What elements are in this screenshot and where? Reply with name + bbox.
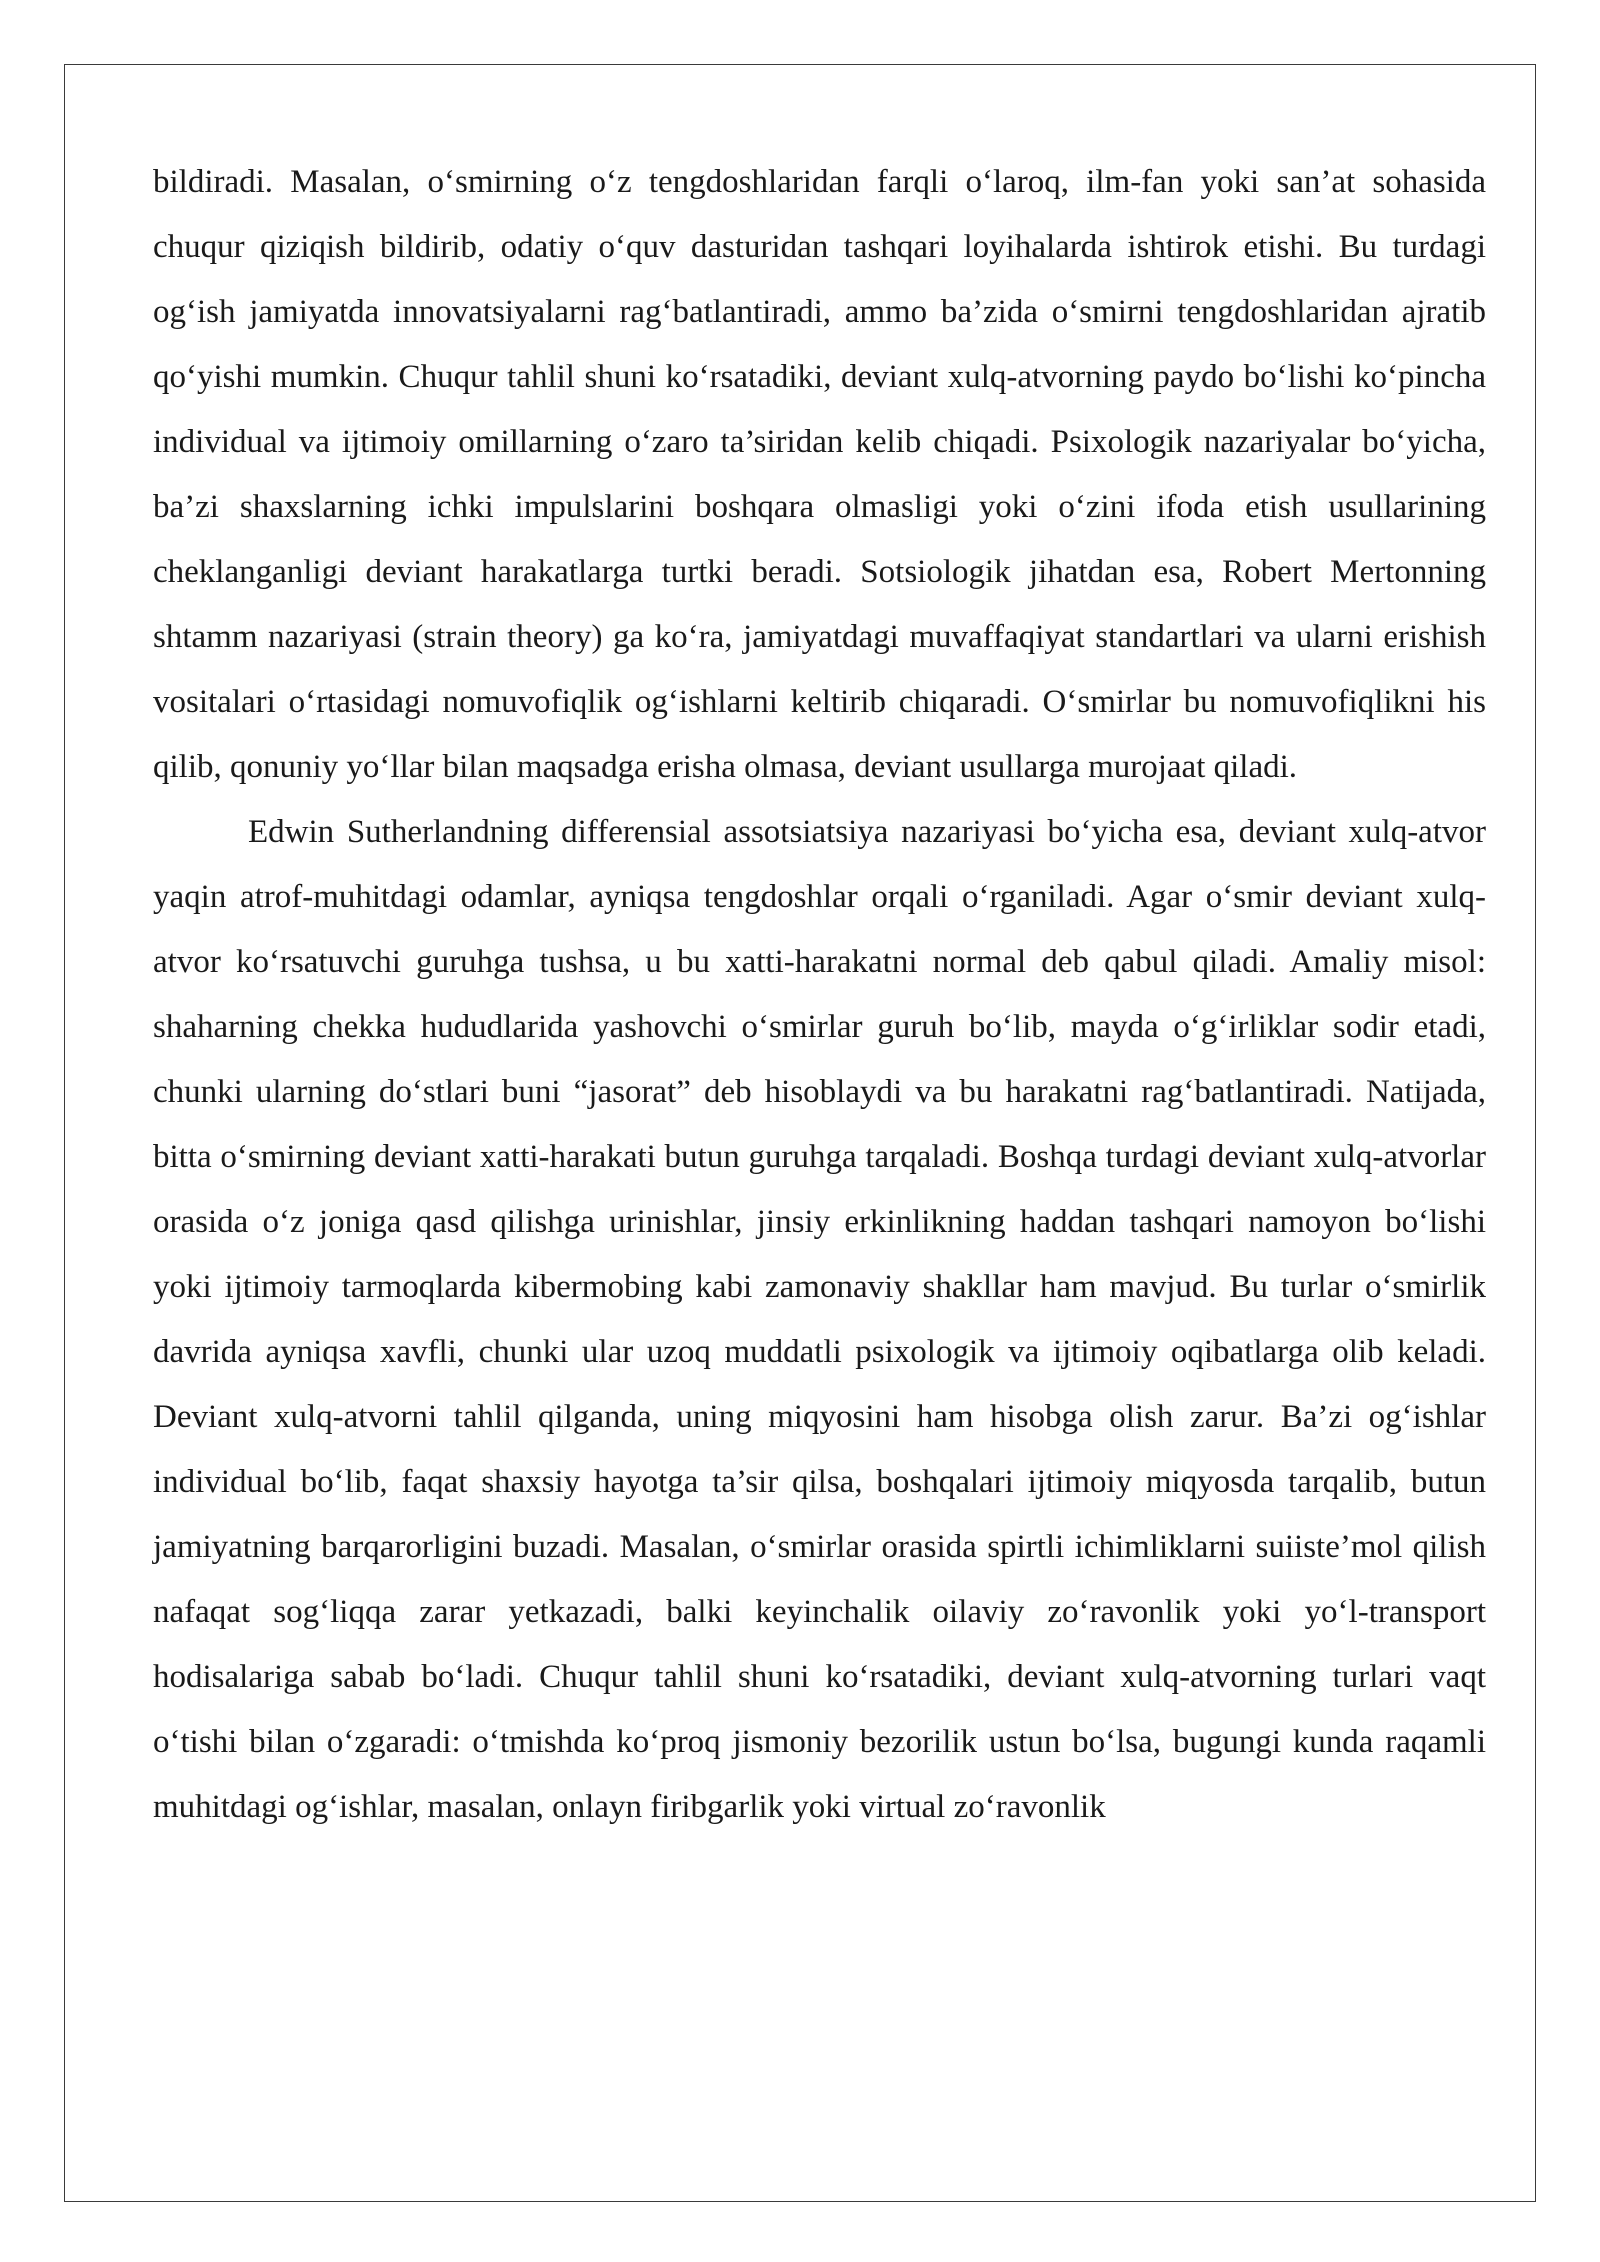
paragraph-2: Edwin Sutherlandning differensial assotsiatsiya nazariyasi bo‘yicha esa, deviant xulq-atvor yaqin atrof-muhitdagi odamlar, ayniqsa tengdoshlar orqali o‘rganiladi. Agar o‘smir deviant xulq-atvor ko‘rsatuvchi guruhga tushsa, u bu xatti-harakatni normal deb qabul qiladi. Amaliy misol: shaharning chekka hududlarida yashovchi o‘smirlar guruh bo‘lib, mayda o‘g‘irliklar sodir etadi, chunki ularning do‘stlari buni “jasorat” deb hisoblaydi va bu harakatni rag‘batlantiradi. Natijada, bitta o‘smirning deviant xatti-harakati butun guruhga tarqaladi. Boshqa turdagi deviant xulq-atvorlar orasida o‘z joniga qasd qilishga urinishlar, jinsiy erkinlikning haddan tashqari namoyon bo‘lishi yoki ijtimoiy tarmoqlarda kibermobing kabi zamonaviy shakllar ham mavjud. Bu turlar o‘smirlik davrida ayniqsa xavfli, chunki ular uzoq muddatli psixologik va ijtimoiy oqibatlarga olib keladi. Deviant xulq-atvorni tahlil qilganda, uning miqyosini ham hisobga olish zarur. Ba’zi og‘ishlar individual bo‘lib, faqat shaxsiy hayotga ta’sir qilsa, boshqalari ijtimoiy miqyosda tarqalib, butun jamiyatning barqarorligini buzadi. Masalan, o‘smirlar orasida spirtli ichimliklarni suiiste’mol qilish nafaqat sog‘liqqa zarar yetkazadi, balki keyinchalik oilaviy zo‘ravonlik yoki yo‘l-transport hodisalariga sabab bo‘ladi. Chuqur tahlil shuni ko‘rsatadiki, deviant xulq-atvorning turlari vaqt o‘tishi bilan o‘zgaradi: o‘tmishda ko‘proq jismoniy bezorilik ustun bo‘lsa, bugungi kunda raqamli muhitdagi og‘ishlar, masalan, onlayn firibgarlik yoki virtual zo‘ravonlik bbox=[153, 814, 1486, 1825]
paragraph-1: bildiradi. Masalan, o‘smirning o‘z tengdoshlaridan farqli o‘laroq, ilm-fan yoki san’at sohasida chuqur qiziqish bildirib, odatiy o‘quv dasturidan tashqari loyihalarda ishtirok etishi. Bu turdagi og‘ish jamiyatda innovatsiyalarni rag‘batlantiradi, ammo ba’zida o‘smirni tengdoshlaridan ajratib qo‘yishi mumkin. Chuqur tahlil shuni ko‘rsatadiki, deviant xulq-atvorning paydo bo‘lishi ko‘pincha individual va ijtimoiy omillarning o‘zaro ta’siridan kelib chiqadi. Psixologik nazariyalar bo‘yicha, ba’zi shaxslarning ichki impulslarini boshqara olmasligi yoki o‘zini ifoda etish usullarining cheklanganligi deviant harakatlarga turtki beradi. Sotsiologik jihatdan esa, Robert Mertonning shtamm nazariyasi (strain theory) ga ko‘ra, jamiyatdagi muvaffaqiyat standartlari va ularni erishish vositalari o‘rtasidagi nomuvofiqlik og‘ishlarni keltirib chiqaradi. O‘smirlar bu nomuvofiqlikni his qilib, qonuniy yo‘llar bilan maqsadga erisha olmasa, deviant usullarga murojaat qiladi. bbox=[153, 164, 1486, 785]
document-body bbox=[153, 150, 1486, 1840]
